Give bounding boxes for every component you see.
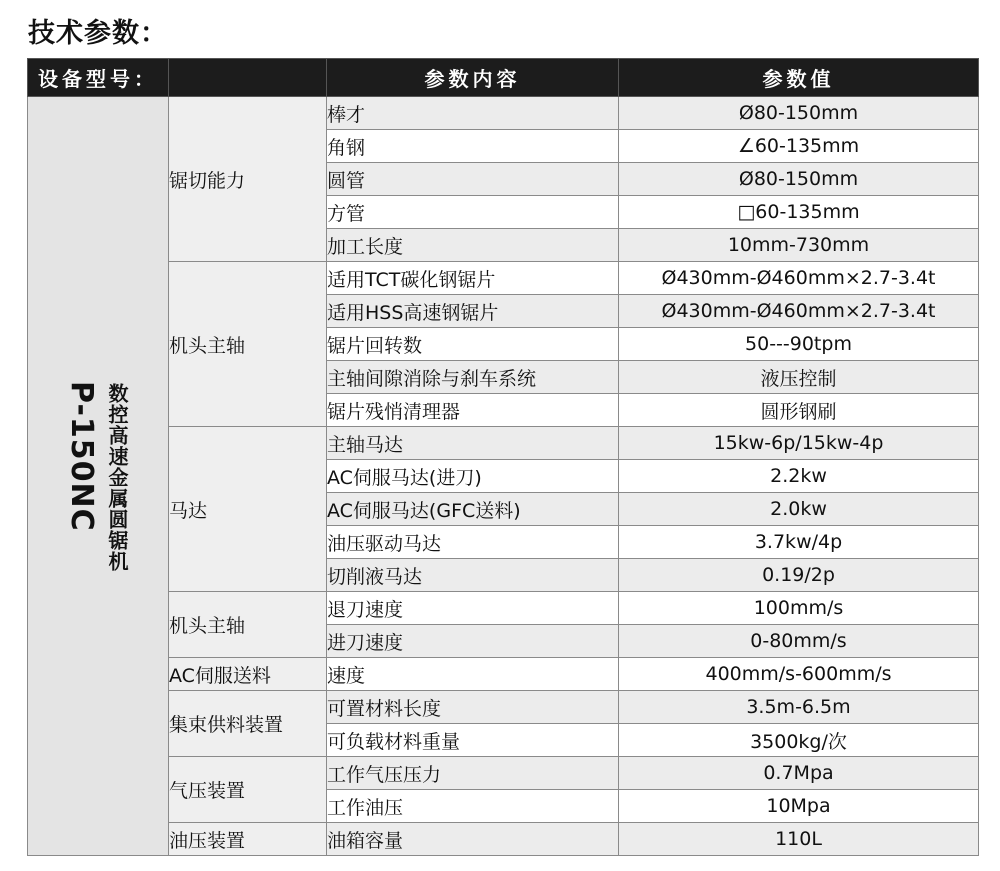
param-value: 0.19/2p bbox=[619, 559, 979, 592]
table-row bbox=[28, 262, 979, 295]
param-name: 方管 bbox=[327, 196, 619, 229]
param-value: Ø80-150mm bbox=[619, 163, 979, 196]
param-value: 15kw-6p/15kw-4p bbox=[619, 427, 979, 460]
page-title: 技术参数： bbox=[28, 18, 168, 49]
param-value: 液压控制 bbox=[619, 361, 979, 394]
category-cell: 集束供料装置 bbox=[169, 691, 327, 757]
param-value: 2.0kw bbox=[619, 493, 979, 526]
spec-table bbox=[27, 58, 979, 856]
category-cell: 马达 bbox=[169, 427, 327, 592]
param-value: 0-80mm/s bbox=[619, 625, 979, 658]
param-name: 角钢 bbox=[327, 130, 619, 163]
param-name: 退刀速度 bbox=[327, 592, 619, 625]
param-name: 切削液马达 bbox=[327, 559, 619, 592]
param-name: 油压驱动马达 bbox=[327, 526, 619, 559]
model-name: 数控高速金属圆锯机 bbox=[105, 382, 129, 572]
table-row bbox=[28, 97, 979, 130]
table-row bbox=[28, 658, 979, 691]
header-category bbox=[169, 59, 327, 97]
param-value: 100mm/s bbox=[619, 592, 979, 625]
category-cell: 机头主轴 bbox=[169, 262, 327, 427]
param-name: 主轴马达 bbox=[327, 427, 619, 460]
param-name: 速度 bbox=[327, 658, 619, 691]
header-model: 设备型号： bbox=[28, 59, 169, 97]
param-value: 3.7kw/4p bbox=[619, 526, 979, 559]
param-value: 0.7Mpa bbox=[619, 757, 979, 790]
param-value: 50---90tpm bbox=[619, 328, 979, 361]
category-cell: AC伺服送料 bbox=[169, 658, 327, 691]
param-value: 10mm-730mm bbox=[619, 229, 979, 262]
param-name: 适用TCT碳化钢锯片 bbox=[327, 262, 619, 295]
param-value: ∠60-135mm bbox=[619, 130, 979, 163]
param-value: Ø430mm-Ø460mm×2.7-3.4t bbox=[619, 262, 979, 295]
param-name: 锯片回转数 bbox=[327, 328, 619, 361]
header-value: 参数值 bbox=[619, 59, 979, 97]
param-name: 可置材料长度 bbox=[327, 691, 619, 724]
category-cell: 锯切能力 bbox=[169, 97, 327, 262]
param-name: 可负载材料重量 bbox=[327, 724, 619, 757]
param-name: 加工长度 bbox=[327, 229, 619, 262]
param-name: 圆管 bbox=[327, 163, 619, 196]
table-row bbox=[28, 592, 979, 625]
param-value: Ø80-150mm bbox=[619, 97, 979, 130]
model-label bbox=[64, 381, 132, 572]
model-cell bbox=[28, 97, 169, 856]
table-row bbox=[28, 427, 979, 460]
category-cell: 油压装置 bbox=[169, 823, 327, 856]
category-cell: 气压装置 bbox=[169, 757, 327, 823]
param-value: 400mm/s-600mm/s bbox=[619, 658, 979, 691]
header-content: 参数内容 bbox=[327, 59, 619, 97]
param-name: AC伺服马达(GFC送料) bbox=[327, 493, 619, 526]
param-name: 锯片残悄清理器 bbox=[327, 394, 619, 427]
param-value: □60-135mm bbox=[619, 196, 979, 229]
param-name: 工作气压压力 bbox=[327, 757, 619, 790]
param-value: 2.2kw bbox=[619, 460, 979, 493]
category-cell: 机头主轴 bbox=[169, 592, 327, 658]
model-code: P-150NC bbox=[64, 380, 99, 532]
param-name: 主轴间隙消除与刹车系统 bbox=[327, 361, 619, 394]
spec-body bbox=[28, 97, 979, 856]
param-name: 适用HSS高速钢锯片 bbox=[327, 295, 619, 328]
table-row bbox=[28, 823, 979, 856]
param-value: 10Mpa bbox=[619, 790, 979, 823]
param-name: 棒才 bbox=[327, 97, 619, 130]
param-name: 进刀速度 bbox=[327, 625, 619, 658]
param-name: 工作油压 bbox=[327, 790, 619, 823]
param-value: 3500kg/次 bbox=[619, 724, 979, 757]
param-value: Ø430mm-Ø460mm×2.7-3.4t bbox=[619, 295, 979, 328]
param-value: 圆形钢刷 bbox=[619, 394, 979, 427]
param-value: 3.5m-6.5m bbox=[619, 691, 979, 724]
param-name: 油箱容量 bbox=[327, 823, 619, 856]
table-row bbox=[28, 757, 979, 790]
header-row bbox=[28, 59, 979, 97]
table-row bbox=[28, 691, 979, 724]
param-value: 110L bbox=[619, 823, 979, 856]
param-name: AC伺服马达(进刀) bbox=[327, 460, 619, 493]
